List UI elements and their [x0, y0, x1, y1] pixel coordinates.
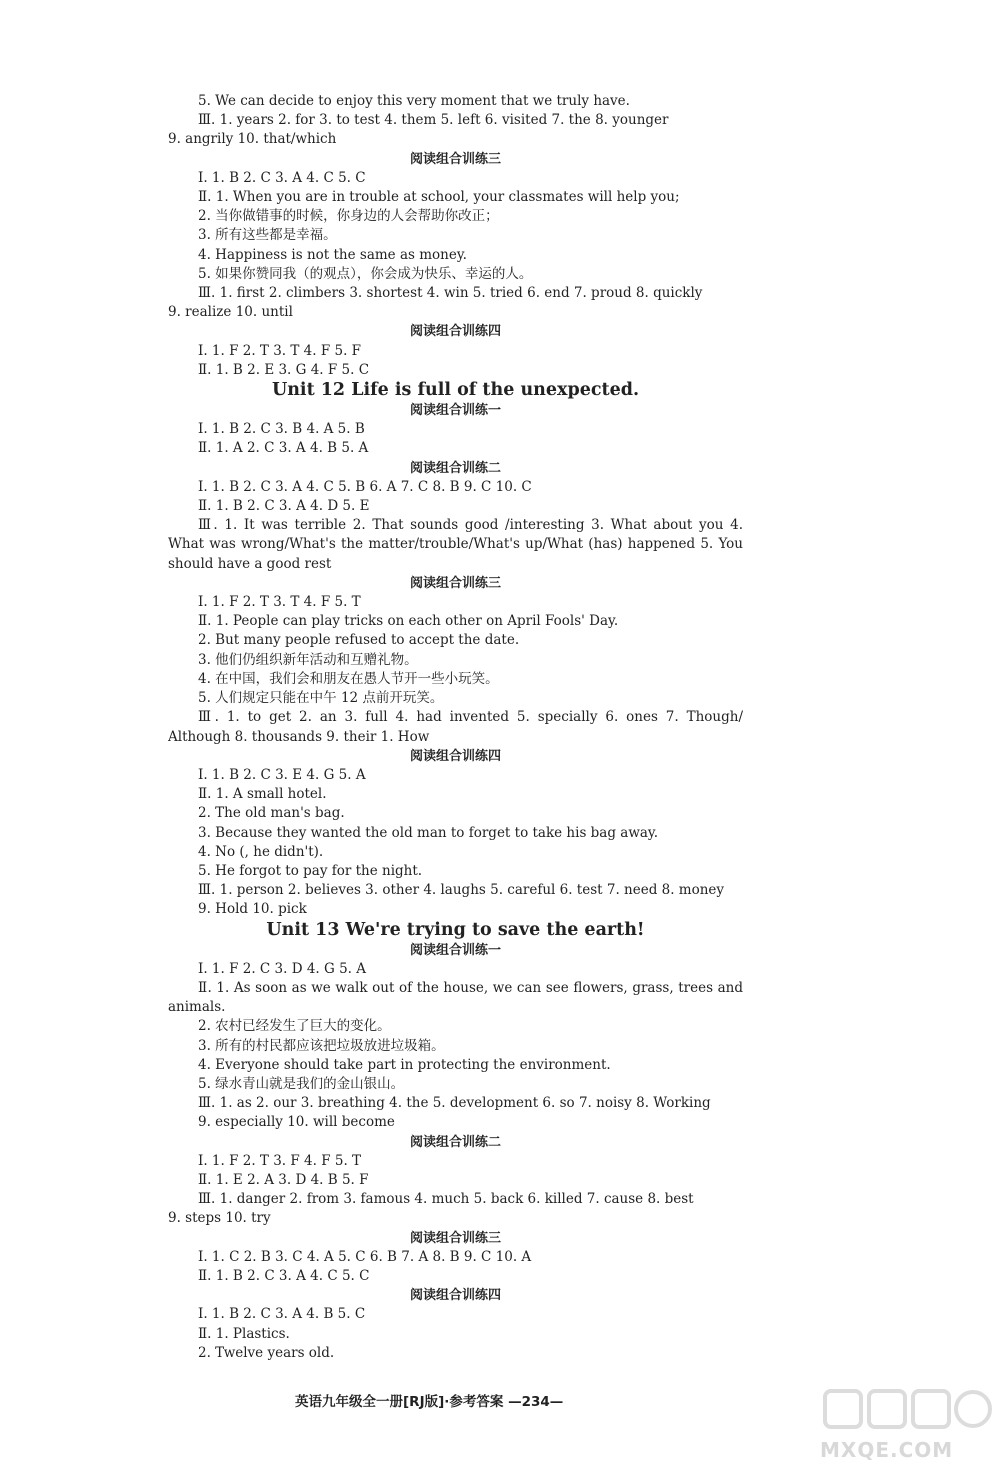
answer-column [168, 92, 743, 1363]
answer-line: Ⅰ. 1. C 2. B 3. C 4. A 5. C 6. B 7. A 8. B 9. C 10. A [198, 1248, 532, 1265]
unit-title: Unit 12 Life is full of the unexpected. [271, 380, 640, 401]
answer-line: 3. 他们仍组织新年活动和互赠礼物。 [198, 651, 418, 668]
answer-line: 2. 当你做错事的时候，你身边的人会帮助你改正； [198, 208, 499, 225]
page-footer: 英语九年级全一册[RJ版]·参考答案 —234— [295, 1394, 564, 1410]
section-heading: 阅读组合训练三 [409, 575, 501, 591]
section-heading: 阅读组合训练四 [409, 748, 501, 764]
answer-line: 2. The old man's bag. [198, 805, 345, 822]
answer-line: 9. especially 10. will become [198, 1114, 395, 1131]
answer-line: 4. Happiness is not the same as money. [198, 246, 467, 263]
answer-paragraph: Ⅲ. 1. It was terrible 2. That sounds good /interesting 3. What about you 4. What was wrong/What's the matter/trouble/What's up/What (has) happened 5. You should have a good rest [168, 517, 743, 572]
answer-line: Ⅱ. 1. A small hotel. [198, 786, 327, 803]
unit-title: Unit 13 We're trying to save the earth! [266, 919, 645, 940]
answer-line: 3. Because they wanted the old man to forget to take his bag away. [198, 824, 659, 841]
answer-line: Ⅰ. 1. B 2. C 3. A 4. C 5. C [198, 169, 366, 186]
answer-line: 5. 人们规定只能在中午 12 点前开玩笑。 [198, 690, 444, 707]
answer-line: Ⅲ. 1. danger 2. from 3. famous 4. much 5. back 6. killed 7. cause 8. best [198, 1191, 694, 1208]
answer-line: 4. Everyone should take part in protecting the environment. [198, 1056, 611, 1073]
section-heading: 阅读组合训练一 [409, 942, 501, 958]
answer-line: Ⅲ. 1. as 2. our 3. breathing 4. the 5. development 6. so 7. noisy 8. Working [198, 1095, 711, 1112]
section-heading: 阅读组合训练三 [409, 151, 501, 167]
answer-line: 9. Hold 10. pick [198, 901, 307, 918]
answer-line: 2. But many people refused to accept the date. [198, 632, 520, 649]
answer-line: 9. steps 10. try [168, 1210, 271, 1227]
answer-line: Ⅰ. 1. B 2. C 3. A 4. C 5. B 6. A 7. C 8. B 9. C 10. C [198, 478, 532, 495]
answer-line: Ⅲ. 1. years 2. for 3. to test 4. them 5. left 6. visited 7. the 8. younger [198, 112, 669, 129]
answer-line: 5. 如果你赞同我（的观点），你会成为快乐、幸运的人。 [198, 265, 533, 282]
answer-line: 5. He forgot to pay for the night. [198, 862, 423, 879]
answer-line: Ⅰ. 1. B 2. C 3. A 4. B 5. C [198, 1306, 366, 1323]
answer-line: 4. No (, he didn't). [198, 843, 324, 860]
section-heading: 阅读组合训练一 [409, 403, 501, 419]
section-heading: 阅读组合训练三 [409, 1230, 501, 1246]
answer-line: Ⅲ. 1. person 2. believes 3. other 4. laughs 5. careful 6. test 7. need 8. money [198, 882, 725, 899]
section-heading: 阅读组合训练四 [409, 1288, 501, 1304]
section-heading: 阅读组合训练二 [409, 1134, 501, 1150]
answer-line: 9. angrily 10. that/which [168, 131, 337, 148]
answer-line: Ⅰ. 1. B 2. C 3. E 4. G 5. A [198, 766, 366, 783]
answer-line: 5. We can decide to enjoy this very moment that we truly have. [198, 93, 630, 109]
answer-line: 9. realize 10. until [168, 304, 293, 321]
answer-line: 2. 农村已经发生了巨大的变化。 [198, 1018, 391, 1035]
section-heading: 阅读组合训练二 [409, 460, 501, 476]
answer-line: 2. Twelve years old. [198, 1344, 335, 1361]
answer-line: Ⅱ. 1. People can play tricks on each other on April Fools' Day. [198, 613, 619, 630]
answer-line: Ⅱ. 1. B 2. E 3. G 4. F 5. C [198, 361, 370, 378]
answer-line: Ⅱ. 1. B 2. C 3. A 4. C 5. C [198, 1267, 370, 1284]
answer-paragraph: Ⅱ. 1. As soon as we walk out of the house, we can see flowers, grass, trees and animals. [168, 979, 743, 1016]
answer-line: 3. 所有的村民都应该把垃圾放进垃圾箱。 [198, 1037, 445, 1054]
answer-line: 3. 所有这些都是幸福。 [198, 227, 337, 244]
answer-line: Ⅰ. 1. F 2. T 3. T 4. F 5. T [198, 594, 361, 611]
answer-line: Ⅱ. 1. Plastics. [198, 1325, 290, 1342]
answer-line: Ⅰ. 1. F 2. T 3. F 4. F 5. T [198, 1152, 362, 1169]
answer-line: Ⅰ. 1. B 2. C 3. B 4. A 5. B [198, 421, 365, 438]
answer-line: 4. 在中国，我们会和朋友在愚人节开一些小玩笑。 [198, 670, 499, 687]
answer-line: Ⅱ. 1. A 2. C 3. A 4. B 5. A [198, 440, 369, 457]
answer-line: Ⅱ. 1. When you are in trouble at school, your classmates will help you; [198, 189, 680, 206]
answer-line: Ⅱ. 1. E 2. A 3. D 4. B 5. F [198, 1171, 369, 1188]
answer-line: 5. 绿水青山就是我们的金山银山。 [198, 1075, 405, 1092]
answer-line: Ⅲ. 1. first 2. climbers 3. shortest 4. win 5. tried 6. end 7. proud 8. quickly [198, 285, 703, 302]
answer-line: Ⅰ. 1. F 2. T 3. T 4. F 5. F [198, 342, 362, 359]
section-heading: 阅读组合训练四 [409, 324, 501, 340]
watermark-text: MXQE.COM [820, 1438, 954, 1462]
answer-line: Ⅱ. 1. B 2. C 3. A 4. D 5. E [198, 498, 370, 515]
answer-paragraph: Ⅲ. 1. to get 2. an 3. full 4. had invented 5. specially 6. ones 7. Though/ Although 8. thousands 9. their 1. How [168, 709, 743, 745]
answer-line: Ⅰ. 1. F 2. C 3. D 4. G 5. A [198, 960, 366, 977]
